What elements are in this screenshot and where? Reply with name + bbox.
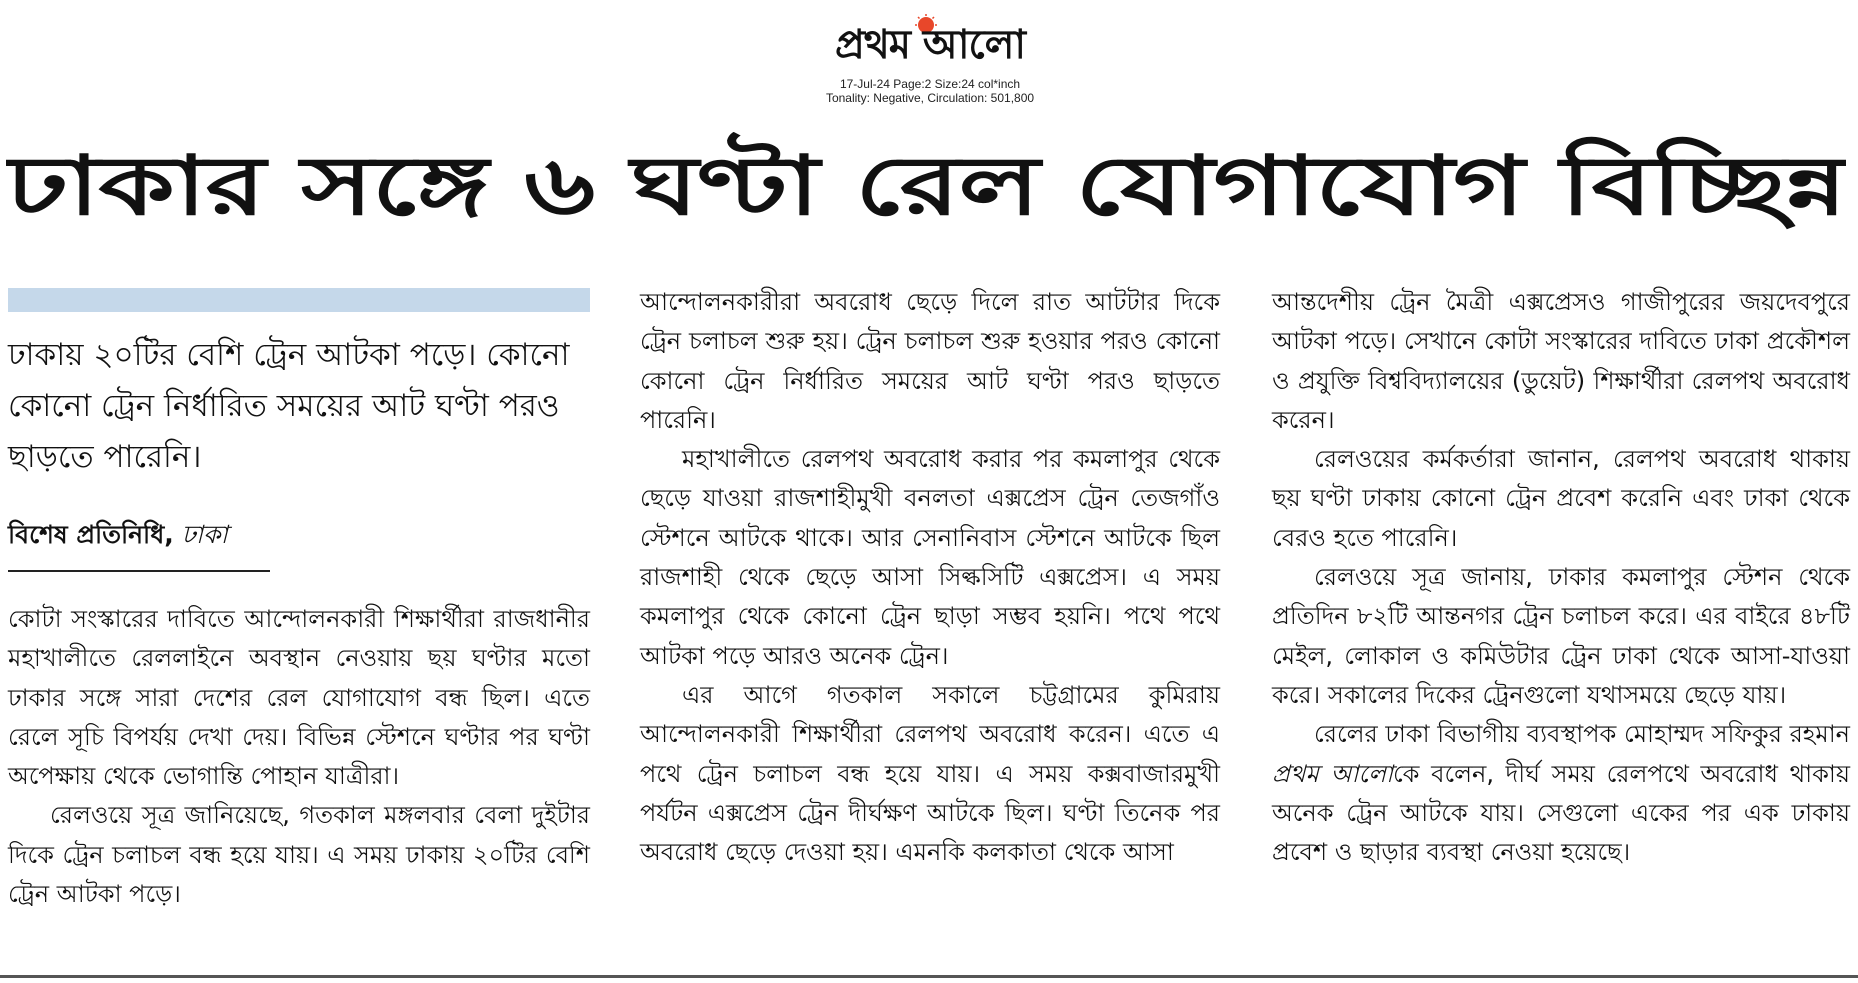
paragraph: আন্দোলনকারীরা অবরোধ ছেড়ে দিলে রাত আটটার দিকে ট্রেন চলাচল শুরু হয়। ট্রেন চলাচল শুরু হওয়ার পরও কোনো কোনো ট্রেন নির্ধারিত সময়ের আট ঘণ্টা পরও ছাড়তে পারেনি। — [640, 288, 1220, 434]
bottom-rule — [0, 975, 1858, 978]
byline-divider — [8, 570, 270, 572]
deck-text: ঢাকায় ২০টির বেশি ট্রেন আটকা পড়ে। কোনো কোনো ট্রেন নির্ধারিত সময়ের আট ঘণ্টা পরও ছাড়তে পারেনি। — [8, 337, 570, 475]
meta-date-page: 17-Jul-24 Page:2 Size:24 col*inch — [839, 77, 1021, 91]
paragraph: কোটা সংস্কারের দাবিতে আন্দোলনকারী শিক্ষার্থীরা রাজধানীর মহাখালীতে রেললাইনে অবস্থান নেওয়ায় ছয় ঘণ্টার মতো ঢাকার সঙ্গে সারা দেশের রেল যোগাযোগ বন্ধ ছিল। এতে রেলে সূচি বিপর্যয় দেখা দেয়। বিভিন্ন স্টেশনে ঘণ্টার পর ঘণ্টা অপেক্ষায় থেকে ভোগান্তি পোহান যাত্রীরা। — [8, 605, 590, 791]
newspaper-logo — [790, 14, 1070, 72]
paragraph: মহাখালীতে রেলপথ অবরোধ করার পর কমলাপুর থেকে ছেড়ে যাওয়া রাজশাহীমুখী বনলতা এক্সপ্রেস ট্রেন তেজগাঁও স্টেশনে আটকে থাকে। আর সেনানিবাস স্টেশনে আটকে ছিল রাজশাহী থেকে ছেড়ে আসা সিল্কসিটি এক্সপ্রেস। এ সময় কমলাপুর থেকে কোনো ট্রেন ছাড়া সম্ভব হয়নি। পথে পথে আটকা পড়ে আরও অনেক ট্রেন। — [640, 445, 1220, 670]
paragraph-text: রেলের ঢাকা বিভাগীয় ব্যবস্থাপক মোহাম্মদ সফিকুর রহমান — [1314, 720, 1850, 749]
headline: ঢাকার সঙ্গে ৬ ঘণ্টা রেল যোগাযোগ বিচ্ছিন্ন — [6, 139, 1846, 234]
byline-author: বিশেষ প্রতিনিধি, — [8, 520, 174, 549]
byline-place: ঢাকা — [181, 520, 228, 549]
paragraph: এর আগে গতকাল সকালে চট্টগ্রামের কুমিরায় আন্দোলনকারী শিক্ষার্থীরা রেলপথ অবরোধ করেন। এতে এ পথে ট্রেন চলাচল বন্ধ হয়ে যায়। এ সময় কক্সবাজারমুখী পর্যটন এক্সপ্রেস ট্রেন দীর্ঘক্ষণ আটকে ছিল। ঘণ্টা তিনেক পর অবরোধ ছেড়ে দেওয়া হয়। এমনকি কলকাতা থেকে আসা — [640, 680, 1220, 867]
paragraph: আন্তদেশীয় ট্রেন মৈত্রী এক্সপ্রেসও গাজীপুরের জয়দেবপুরে আটকা পড়ে। সেখানে কোটা সংস্কারের দাবিতে ঢাকা প্রকৌশল ও প্রযুক্তি বিশ্ববিদ্যালয়ের (ডুয়েট) শিক্ষার্থীরা রেলপথ অবরোধ করেন। — [1272, 288, 1850, 434]
column-1-body — [8, 600, 590, 914]
deck-summary — [8, 330, 590, 483]
deck-highlight-bar — [8, 288, 590, 312]
column-2-body — [640, 283, 1220, 872]
byline — [8, 518, 590, 552]
logo-text: প্রথম আলো — [834, 21, 1026, 68]
paragraph-text: কে বলেন, দীর্ঘ সময় রেলপথে অবরোধ থাকায় অনেক ট্রেন আটকে যায়। সেগুলো একের পর এক ঢাকায় প্রবেশ ও ছাড়ার ব্যবস্থা নেওয়া হয়েছে। — [1272, 759, 1850, 867]
paragraph: রেলওয়ের কর্মকর্তারা জানান, রেলপথ অবরোধ থাকায় ছয় ঘণ্টা ঢাকায় কোনো ট্রেন প্রবেশ করেনি এবং ঢাকা থেকে বেরও হতে পারেনি। — [1272, 445, 1850, 552]
newspaper-name-italic: প্রথম আলো — [1272, 759, 1393, 788]
paragraph — [1272, 715, 1850, 872]
column-3-body — [1272, 283, 1850, 872]
masthead — [0, 0, 1858, 110]
clipping-meta — [760, 77, 1100, 105]
meta-tonality: Tonality: Negative, Circulation: 501,800 — [825, 91, 1035, 105]
paragraph: রেলওয়ে সূত্র জানিয়েছে, গতকাল মঙ্গলবার বেলা দুইটার দিকে ট্রেন চলাচল বন্ধ হয়ে যায়। এ সময় ঢাকায় ২০টির বেশি ট্রেন আটকা পড়ে। — [8, 801, 590, 909]
paragraph: রেলওয়ে সূত্র জানায়, ঢাকার কমলাপুর স্টেশন থেকে প্রতিদিন ৮২টি আন্তনগর ট্রেন চলাচল করে। এর বাইরে ৪৮টি মেইল, লোকাল ও কমিউটার ট্রেন ঢাকা থেকে আসা-যাওয়া করে। সকালের দিকের ট্রেনগুলো যথাসময়ে ছেড়ে যায়। — [1272, 563, 1850, 709]
